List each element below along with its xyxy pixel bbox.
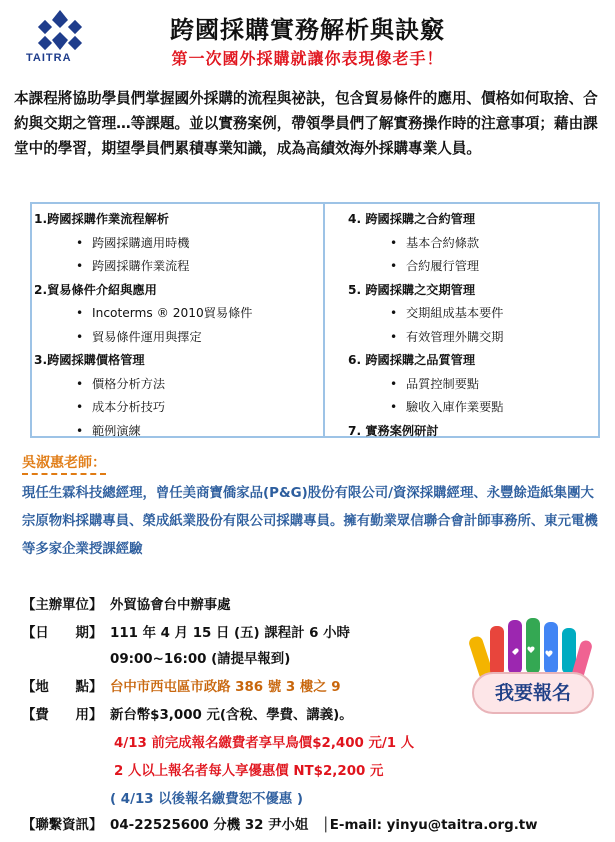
organizer-label: 【主辦單位】 <box>22 598 103 613</box>
outline-heading: 6. 跨國採購之品質管理 <box>348 353 476 367</box>
outline-item: • 跨國採購作業流程 <box>34 255 322 279</box>
outline-item: • 品質控制要點 <box>348 373 598 397</box>
outline-heading: 4. 跨國採購之合約管理 <box>348 212 476 226</box>
outline-item: • 跨國採購適用時機 <box>34 232 322 256</box>
outline-item: • 範例演練 <box>34 420 322 444</box>
outline-divider <box>323 202 325 438</box>
location-value: 台中市西屯區市政路 386 號 3 樓之 9 <box>110 680 341 695</box>
location-row <box>22 678 341 698</box>
contact-row <box>22 816 538 836</box>
date-row <box>22 624 350 644</box>
outline-item: • 成本分析技巧 <box>34 396 322 420</box>
price-note: ( 4/13 以後報名繳費恕不優惠 ) <box>110 792 303 807</box>
outline-item: • 交期組成基本要件 <box>348 302 598 326</box>
outline-item: • 價格分析方法 <box>34 373 322 397</box>
outline-heading: 1.跨國採購作業流程解析 <box>34 212 169 226</box>
early-bird-price: 4/13 前完成報名繳費者享早鳥價$2,400 元/1 人 <box>114 736 415 751</box>
outline-heading: 2.貿易條件介紹與應用 <box>34 282 157 297</box>
date-label: 【日 期】 <box>22 626 103 641</box>
group-price: 2 人以上報名者每人享優惠價 NT$2,200 元 <box>114 764 384 779</box>
outline-heading: 3.跨國採購價格管理 <box>34 353 145 367</box>
outline-heading: 7. 實務案例研討 <box>348 423 439 438</box>
fee-row <box>22 706 353 726</box>
fee-label: 【費 用】 <box>22 708 103 723</box>
date-value: 111 年 4 月 15 日 (五) 課程計 6 小時 <box>110 626 350 641</box>
outline-item: • 有效管理外購交期 <box>348 326 598 350</box>
outline-right-column <box>348 208 598 443</box>
logo-text: TAITRA <box>26 52 72 64</box>
signup-button[interactable]: 我要報名 <box>472 672 594 714</box>
fee-value: 新台幣$3,000 元(含稅、學費、講義)。 <box>110 708 353 723</box>
page-subtitle: 第一次國外採購就讓你表現像老手！ <box>171 49 444 68</box>
outline-left-column <box>34 208 322 443</box>
organizer-value: 外貿協會台中辦事處 <box>110 598 231 613</box>
course-outline-box <box>30 202 600 438</box>
outline-item: • 驗收入庫作業要點 <box>348 396 598 420</box>
contact-value: 04-22525600 分機 32 尹小姐 │E-mail: yinyu@taitra.org.tw <box>110 818 538 833</box>
contact-label: 【聯繫資訊】 <box>22 818 103 833</box>
location-label: 【地 點】 <box>22 680 103 695</box>
course-intro: 本課程將協助學員們掌握國外採購的流程與祕訣，包含貿易條件的應用、價格如何取捨、合約與交期之管理…等課題。並以實務案例，帶領學員們了解實務操作時的注意事項；藉由課堂中的學習，期望學員們累積專業知識，成為高績效海外採購專業人員。 <box>14 90 598 157</box>
outline-item: • Incoterms ® 2010貿易條件 <box>34 302 322 326</box>
outline-item: • 合約履行管理 <box>348 255 598 279</box>
teacher-label: 吳淑惠老師： <box>22 452 106 475</box>
organizer-row <box>22 596 231 616</box>
page-title: 跨國採購實務解析與訣竅 <box>170 16 445 44</box>
outline-item: • 貿易條件運用與擇定 <box>34 326 322 350</box>
outline-heading: 5. 跨國採購之交期管理 <box>348 282 476 297</box>
teacher-bio: 現任生霖科技總經理，曾任美商寶僑家品(P&G)股份有限公司/資深採購經理、永豐餘造紙集團大宗原物料採購專員、榮成紙業股份有限公司採購專員。擁有勤業眾信聯合會計師事務所、東元電機等多家企業授課經驗 <box>22 486 598 557</box>
outline-item: • 基本合約條款 <box>348 232 598 256</box>
time-value: 09:00~16:00 (請提早報到) <box>110 652 291 667</box>
